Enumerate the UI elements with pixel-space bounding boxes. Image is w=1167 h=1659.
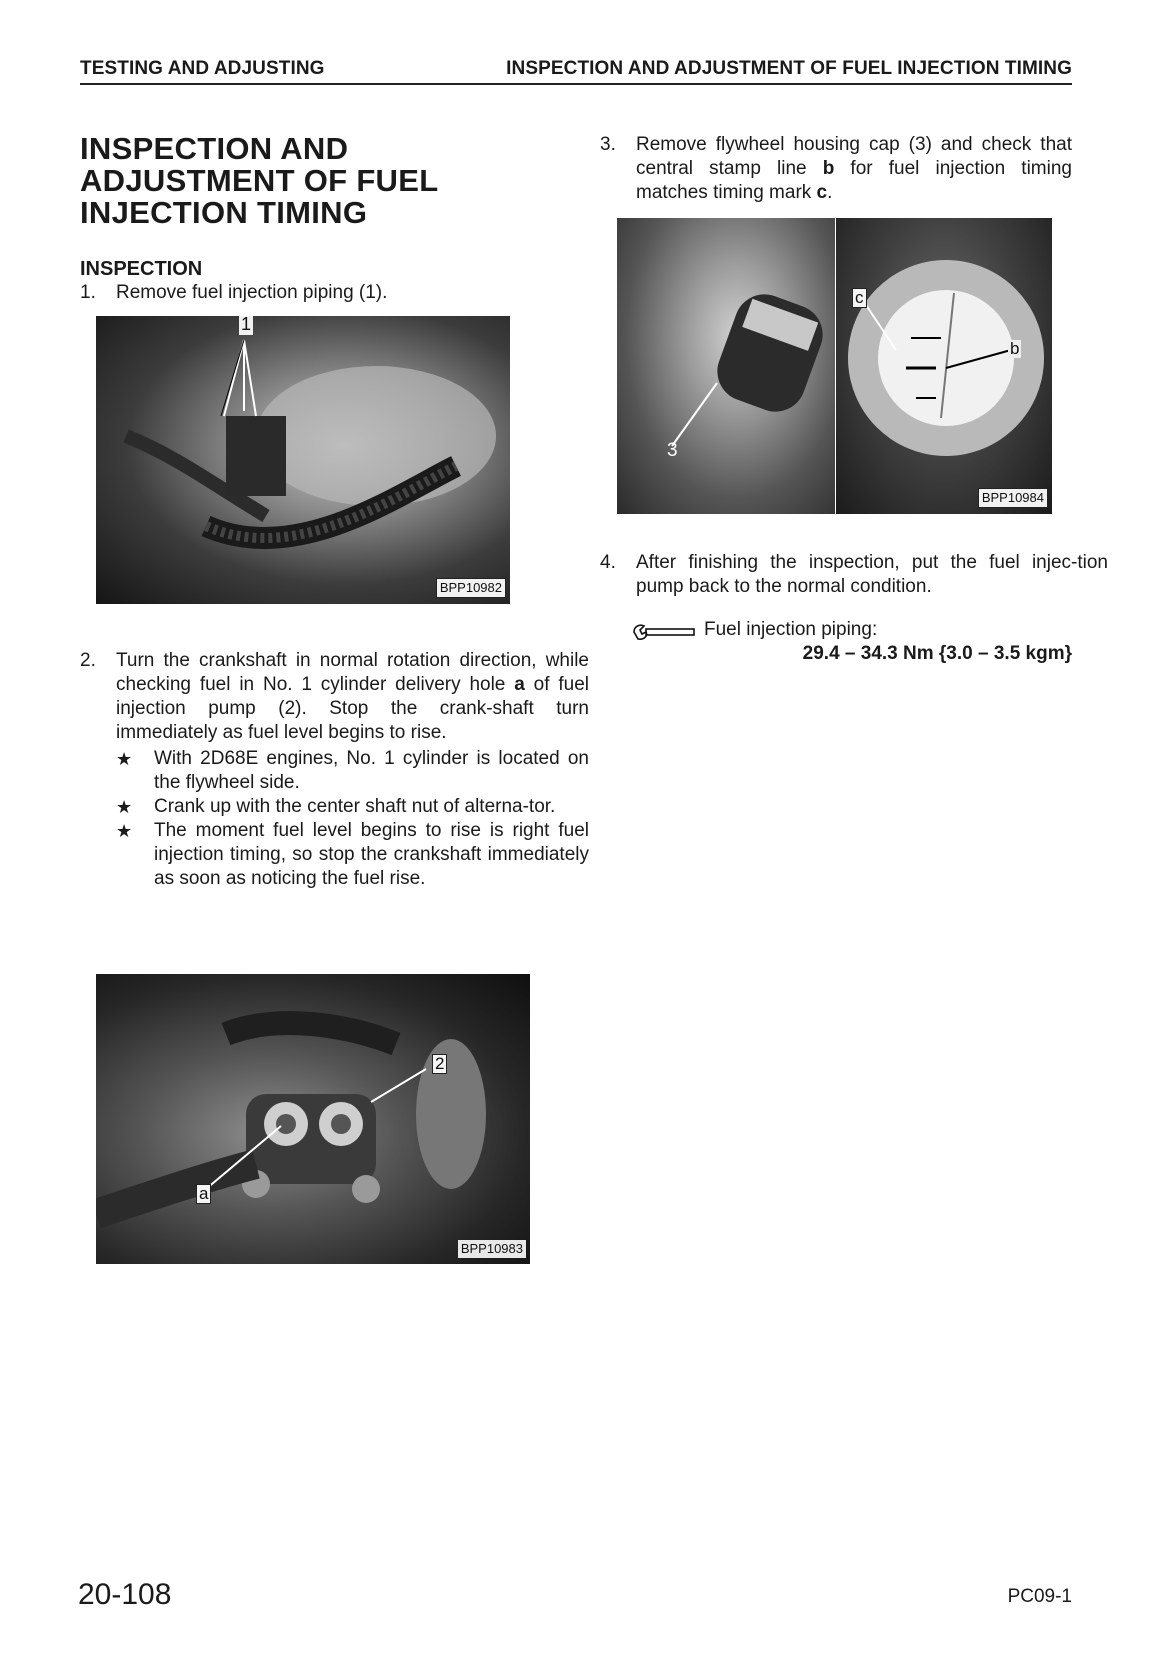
step-2-text-1: Turn the crankshaft in normal rotation direction, while checking fuel in No. 1 cylinder delivery hole (116, 650, 589, 695)
torque-value: 29.4 – 34.3 Nm {3.0 – 3.5 kgm} (802, 643, 1072, 664)
callout-c: c (852, 288, 867, 308)
header-rule (80, 83, 1072, 85)
star-icon: ★ (116, 749, 133, 769)
title-line-2: ADJUSTMENT OF FUEL (80, 163, 439, 198)
photo-timing-mark (836, 218, 1052, 514)
step-2-notes (116, 747, 589, 891)
step-4-number: 4. (600, 552, 616, 573)
photo-3a-illustration (617, 218, 835, 514)
step-2-hole-label: a (514, 674, 525, 695)
photo-2-id: BPP10983 (458, 1240, 526, 1258)
right-column (600, 133, 1072, 205)
section-heading: INSPECTION (80, 258, 203, 280)
star-icon: ★ (116, 821, 133, 841)
step-3-number: 3. (600, 134, 616, 155)
photo-3-id: BPP10984 (978, 488, 1048, 508)
stamp-line-label: b (822, 158, 835, 179)
callout-a: a (196, 1184, 211, 1204)
step-4 (600, 551, 1108, 599)
page-title (80, 133, 553, 229)
running-header-topic: INSPECTION AND ADJUSTMENT OF FUEL INJECTION TIMING (506, 58, 1072, 79)
step-2-text-2: of fuel injection pump (2). Stop the crank-shaft turn immediately as fuel level begins to rise. (116, 674, 589, 743)
step-1 (80, 281, 553, 305)
note-item: ★ The moment fuel level begins to rise is right fuel injection timing, so stop the crankshaft immediately as soon as noticing the fuel rise. (116, 820, 589, 889)
photo-1-illustration (96, 316, 510, 604)
photo-2-illustration (96, 974, 530, 1264)
title-line-3: INJECTION TIMING (80, 195, 368, 230)
callout-b: b (1010, 339, 1020, 358)
torque-label: Fuel injection piping: (704, 619, 878, 640)
photo-1-id: BPP10982 (436, 578, 506, 598)
step-3: 3. Remove flywheel housing cap (3) and check that central stamp line b for fuel injection timing matches timing mark c. (600, 134, 1072, 203)
photo-3b-illustration (836, 218, 1052, 514)
left-column (80, 133, 553, 305)
star-icon: ★ (116, 797, 133, 817)
step-4-text: After finishing the inspection, put the fuel injec-tion pump back to the normal condition. (636, 552, 1108, 597)
callout-2: 2 (432, 1054, 447, 1074)
step-1-text: Remove fuel injection piping (1). (116, 282, 388, 303)
running-header-section: TESTING AND ADJUSTING (80, 58, 325, 79)
photo-fuel-injection-pump (96, 974, 530, 1264)
wrench-icon (630, 622, 696, 642)
model-code: PC09-1 (1007, 1586, 1072, 1607)
timing-mark-label: c (816, 182, 828, 203)
photo-flywheel-housing-cap (617, 218, 835, 514)
callout-3: 3 (667, 440, 678, 461)
title-line-1: INSPECTION AND (80, 131, 349, 166)
note-item: ★ With 2D68E engines, No. 1 cylinder is located on the flywheel side. (116, 748, 589, 793)
step-2 (80, 649, 589, 891)
callout-1: 1 (241, 316, 252, 334)
step-2-number: 2. (80, 650, 96, 671)
photo-fuel-injection-piping (96, 316, 510, 604)
page-number: 20-108 (78, 1578, 172, 1611)
step-1-number: 1. (80, 282, 96, 303)
note-item: ★ Crank up with the center shaft nut of alterna-tor. (116, 796, 556, 817)
